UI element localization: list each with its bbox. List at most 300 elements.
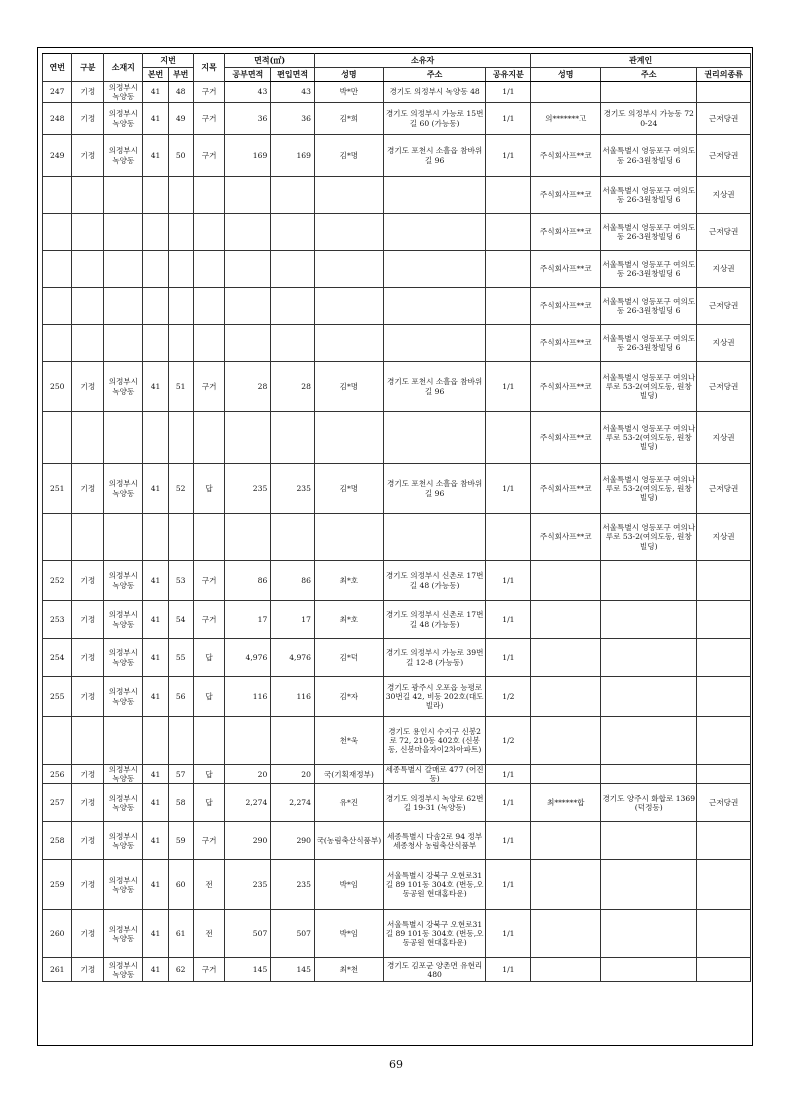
cell-area-incl (271, 325, 315, 362)
cell-no: 260 (43, 910, 72, 958)
cell-owner-name: 박*임 (314, 910, 383, 958)
cell-rel-name (531, 822, 601, 860)
cell-rel-addr: 서울특별시 영등포구 여의도동 26-3원창빌딩 6 (601, 177, 697, 214)
cell-location (104, 325, 143, 362)
cell-type (72, 717, 104, 765)
cell-area-public: 235 (225, 464, 271, 514)
cell-no: 256 (43, 765, 72, 784)
cell-owner-name: 김*명 (314, 464, 383, 514)
header-rel-name: 성명 (531, 68, 601, 82)
cell-rel-right: 근저당권 (697, 784, 751, 822)
cell-category (193, 251, 225, 288)
header-owner: 소유자 (314, 54, 530, 68)
cell-owner-addr: 경기도 의정부시 가능로 39번길 12-8 (가능동) (383, 639, 486, 677)
cell-rel-addr: 서울특별시 영등포구 여의도동 26-3원창빌딩 6 (601, 325, 697, 362)
cell-rel-name: 의*******고 (531, 103, 601, 135)
cell-area-public: 4,976 (225, 639, 271, 677)
cell-owner-addr: 서울특별시 강북구 오현로31길 89 101동 304호 (번동,오동공원 현대홈타운) (383, 860, 486, 910)
cell-rel-name (531, 860, 601, 910)
cell-owner-share (486, 412, 531, 464)
cell-rel-addr: 서울특별시 영등포구 여의도동 26-3원창빌딩 6 (601, 251, 697, 288)
cell-owner-addr (383, 177, 486, 214)
cell-area-incl: 145 (271, 958, 315, 982)
table-row (43, 601, 751, 639)
table-row (43, 288, 751, 325)
cell-no: 248 (43, 103, 72, 135)
cell-location: 의정부시 녹양동 (104, 822, 143, 860)
table-row (43, 717, 751, 765)
cell-owner-addr: 경기도 포천시 소흘읍 참바위길 96 (383, 362, 486, 412)
cell-owner-share: 1/1 (486, 765, 531, 784)
cell-owner-name (314, 412, 383, 464)
cell-lot-sub: 52 (168, 464, 193, 514)
cell-area-incl: 43 (271, 82, 315, 103)
cell-lot-main: 41 (143, 910, 168, 958)
cell-area-incl: 17 (271, 601, 315, 639)
cell-category: 답 (193, 784, 225, 822)
table-row (43, 362, 751, 412)
cell-location: 의정부시 녹양동 (104, 103, 143, 135)
header-rel-addr: 주소 (601, 68, 697, 82)
cell-owner-name: 김*명 (314, 135, 383, 177)
cell-category: 전 (193, 860, 225, 910)
cell-owner-name: 최*호 (314, 561, 383, 601)
cell-no (43, 177, 72, 214)
table-row (43, 412, 751, 464)
header-rel-right: 권리의종류 (697, 68, 751, 82)
cell-owner-name (314, 177, 383, 214)
cell-type: 기정 (72, 765, 104, 784)
cell-lot-main: 41 (143, 135, 168, 177)
cell-area-public (225, 288, 271, 325)
cell-rel-name: 주식회사프**코 (531, 135, 601, 177)
cell-lot-sub: 55 (168, 639, 193, 677)
table-row (43, 784, 751, 822)
cell-owner-share: 1/2 (486, 717, 531, 765)
cell-owner-addr (383, 412, 486, 464)
cell-area-incl (271, 717, 315, 765)
cell-rel-addr (601, 860, 697, 910)
cell-rel-addr: 서울특별시 영등포구 여의나루로 53-2(여의도동, 원창빌딩) (601, 514, 697, 561)
cell-owner-name (314, 288, 383, 325)
cell-type: 기정 (72, 601, 104, 639)
cell-rel-addr: 서울특별시 영등포구 여의도동 26-3원창빌딩 6 (601, 288, 697, 325)
cell-rel-right (697, 822, 751, 860)
cell-lot-sub: 51 (168, 362, 193, 412)
cell-lot-sub: 48 (168, 82, 193, 103)
cell-type: 기정 (72, 135, 104, 177)
table-row (43, 677, 751, 717)
cell-area-incl (271, 288, 315, 325)
cell-type: 기정 (72, 784, 104, 822)
cell-owner-addr: 세종특별시 다솜2로 94 정부세종청사 농림축산식품부 (383, 822, 486, 860)
cell-area-public: 145 (225, 958, 271, 982)
cell-no: 253 (43, 601, 72, 639)
cell-rel-name (531, 717, 601, 765)
cell-owner-share: 1/1 (486, 910, 531, 958)
cell-owner-share: 1/1 (486, 561, 531, 601)
cell-area-public (225, 325, 271, 362)
cell-area-public (225, 251, 271, 288)
cell-lot-main: 41 (143, 784, 168, 822)
cell-lot-sub (168, 251, 193, 288)
cell-rel-right (697, 910, 751, 958)
cell-owner-share: 1/1 (486, 601, 531, 639)
cell-no (43, 288, 72, 325)
cell-rel-right: 근저당권 (697, 103, 751, 135)
table-row (43, 910, 751, 958)
cell-type: 기정 (72, 910, 104, 958)
cell-owner-name: 김*명 (314, 362, 383, 412)
cell-category (193, 288, 225, 325)
cell-no: 254 (43, 639, 72, 677)
cell-rel-name (531, 958, 601, 982)
cell-rel-right: 지상권 (697, 514, 751, 561)
cell-area-public (225, 717, 271, 765)
cell-area-public: 235 (225, 860, 271, 910)
cell-type: 기정 (72, 958, 104, 982)
cell-area-incl: 290 (271, 822, 315, 860)
cell-area-public: 86 (225, 561, 271, 601)
cell-category (193, 514, 225, 561)
cell-owner-addr: 세종특별시 갈매로 477 (어진동) (383, 765, 486, 784)
cell-owner-addr (383, 251, 486, 288)
table-row (43, 464, 751, 514)
cell-lot-main (143, 214, 168, 251)
cell-location: 의정부시 녹양동 (104, 601, 143, 639)
cell-owner-addr: 경기도 의정부시 신촌로 17번길 48 (가능동) (383, 601, 486, 639)
cell-owner-share: 1/1 (486, 822, 531, 860)
cell-category: 구거 (193, 561, 225, 601)
cell-rel-addr: 서울특별시 영등포구 여의나루로 53-2(여의도동, 원창빌딩) (601, 362, 697, 412)
cell-type (72, 177, 104, 214)
cell-owner-name (314, 514, 383, 561)
cell-owner-share (486, 177, 531, 214)
cell-rel-name (531, 82, 601, 103)
cell-lot-sub: 60 (168, 860, 193, 910)
cell-owner-share (486, 514, 531, 561)
cell-category: 구거 (193, 82, 225, 103)
cell-no: 250 (43, 362, 72, 412)
cell-type: 기정 (72, 822, 104, 860)
cell-owner-name (314, 251, 383, 288)
cell-owner-share (486, 325, 531, 362)
cell-rel-right: 지상권 (697, 251, 751, 288)
cell-owner-addr: 서울특별시 강북구 오현로31길 89 101동 304호 (번동,오동공원 현대홈타운) (383, 910, 486, 958)
cell-owner-name: 국(기획재정부) (314, 765, 383, 784)
cell-owner-name: 박*임 (314, 860, 383, 910)
cell-rel-name (531, 601, 601, 639)
cell-lot-sub: 54 (168, 601, 193, 639)
cell-no (43, 214, 72, 251)
table-row (43, 214, 751, 251)
cell-category: 구거 (193, 601, 225, 639)
header-related: 관계인 (531, 54, 751, 68)
header-owner-name: 성명 (314, 68, 383, 82)
cell-rel-addr (601, 601, 697, 639)
cell-no (43, 514, 72, 561)
cell-area-incl: 86 (271, 561, 315, 601)
cell-rel-addr (601, 561, 697, 601)
cell-lot-main: 41 (143, 362, 168, 412)
cell-lot-sub: 50 (168, 135, 193, 177)
cell-rel-right (697, 717, 751, 765)
cell-lot-sub (168, 412, 193, 464)
page-number: 69 (389, 1058, 403, 1071)
cell-location: 의정부시 녹양동 (104, 362, 143, 412)
cell-type: 기정 (72, 103, 104, 135)
cell-rel-name (531, 639, 601, 677)
cell-no (43, 325, 72, 362)
cell-location: 의정부시 녹양동 (104, 765, 143, 784)
cell-category: 구거 (193, 822, 225, 860)
cell-location (104, 214, 143, 251)
cell-owner-name: 김*자 (314, 677, 383, 717)
cell-owner-share (486, 251, 531, 288)
header-area: 면적(㎡) (225, 54, 315, 68)
cell-owner-addr: 경기도 포천시 소흘읍 참바위길 96 (383, 135, 486, 177)
cell-area-public: 36 (225, 103, 271, 135)
cell-area-incl: 20 (271, 765, 315, 784)
cell-owner-name: 박*만 (314, 82, 383, 103)
table-row (43, 561, 751, 601)
cell-owner-addr: 경기도 광주시 오포읍 능평로30번길 42, 비동 202호(대도빌라) (383, 677, 486, 717)
cell-lot-sub: 56 (168, 677, 193, 717)
cell-type: 기정 (72, 561, 104, 601)
cell-category (193, 717, 225, 765)
cell-location (104, 412, 143, 464)
cell-rel-right (697, 677, 751, 717)
cell-owner-name (314, 214, 383, 251)
cell-area-public: 2,274 (225, 784, 271, 822)
cell-area-public: 507 (225, 910, 271, 958)
cell-category: 구거 (193, 103, 225, 135)
cell-type: 기정 (72, 639, 104, 677)
cell-rel-name: 주식회사프**코 (531, 514, 601, 561)
cell-lot-main: 41 (143, 103, 168, 135)
cell-no (43, 251, 72, 288)
cell-type: 기정 (72, 362, 104, 412)
cell-area-public: 17 (225, 601, 271, 639)
cell-type (72, 412, 104, 464)
table-row (43, 82, 751, 103)
cell-rel-addr: 경기도 의정부시 가능동 720-24 (601, 103, 697, 135)
cell-owner-addr: 경기도 의정부시 녹양로 62번길 19-31 (녹양동) (383, 784, 486, 822)
cell-rel-addr: 서울특별시 영등포구 여의도동 26-3원창빌딩 6 (601, 214, 697, 251)
cell-owner-name: 최*천 (314, 958, 383, 982)
cell-location: 의정부시 녹양동 (104, 82, 143, 103)
cell-type (72, 251, 104, 288)
cell-area-incl (271, 412, 315, 464)
cell-lot-sub: 57 (168, 765, 193, 784)
cell-rel-name: 주식회사프**코 (531, 464, 601, 514)
table-row (43, 325, 751, 362)
cell-no: 252 (43, 561, 72, 601)
cell-lot-main (143, 288, 168, 325)
cell-rel-addr (601, 639, 697, 677)
cell-type (72, 325, 104, 362)
cell-type (72, 288, 104, 325)
cell-category (193, 214, 225, 251)
cell-location: 의정부시 녹양동 (104, 910, 143, 958)
cell-rel-addr (601, 822, 697, 860)
header-category: 지목 (193, 54, 225, 82)
cell-rel-addr: 서울특별시 영등포구 여의도동 26-3원창빌딩 6 (601, 135, 697, 177)
cell-area-incl: 507 (271, 910, 315, 958)
cell-category (193, 412, 225, 464)
table-row (43, 958, 751, 982)
cell-lot-main: 41 (143, 601, 168, 639)
table-row (43, 860, 751, 910)
cell-owner-addr: 경기도 포천시 소흘읍 참바위길 96 (383, 464, 486, 514)
cell-area-public: 28 (225, 362, 271, 412)
cell-owner-addr: 경기도 김포군 양촌면 유현리 480 (383, 958, 486, 982)
cell-rel-right (697, 860, 751, 910)
cell-location: 의정부시 녹양동 (104, 639, 143, 677)
land-register-table (42, 53, 751, 982)
cell-location: 의정부시 녹양동 (104, 561, 143, 601)
cell-area-incl: 36 (271, 103, 315, 135)
cell-lot-sub: 49 (168, 103, 193, 135)
cell-owner-share: 1/1 (486, 103, 531, 135)
cell-rel-name: 최******합 (531, 784, 601, 822)
cell-lot-main: 41 (143, 639, 168, 677)
cell-location (104, 177, 143, 214)
cell-no: 247 (43, 82, 72, 103)
cell-area-incl (271, 251, 315, 288)
cell-rel-addr: 서울특별시 영등포구 여의나루로 53-2(여의도동, 원창빌딩) (601, 464, 697, 514)
cell-location: 의정부시 녹양동 (104, 464, 143, 514)
cell-owner-name: 국(농림축산식품부) (314, 822, 383, 860)
cell-owner-name (314, 325, 383, 362)
cell-no (43, 412, 72, 464)
cell-owner-share (486, 288, 531, 325)
header-area-public: 공부면적 (225, 68, 271, 82)
cell-rel-name: 주식회사프**코 (531, 177, 601, 214)
cell-lot-main: 41 (143, 958, 168, 982)
cell-rel-right (697, 765, 751, 784)
cell-rel-name: 주식회사프**코 (531, 214, 601, 251)
cell-owner-share: 1/2 (486, 677, 531, 717)
cell-rel-addr (601, 765, 697, 784)
cell-no: 251 (43, 464, 72, 514)
cell-category: 답 (193, 677, 225, 717)
cell-type: 기정 (72, 677, 104, 717)
table-row (43, 639, 751, 677)
cell-area-public: 20 (225, 765, 271, 784)
cell-type: 기정 (72, 82, 104, 103)
cell-rel-right: 지상권 (697, 177, 751, 214)
cell-no: 261 (43, 958, 72, 982)
cell-owner-addr (383, 214, 486, 251)
cell-owner-share: 1/1 (486, 639, 531, 677)
header-lot: 지번 (143, 54, 193, 68)
cell-area-incl: 4,976 (271, 639, 315, 677)
cell-lot-main: 41 (143, 822, 168, 860)
cell-rel-addr: 서울특별시 영등포구 여의나루로 53-2(여의도동, 원창빌딩) (601, 412, 697, 464)
cell-lot-main (143, 514, 168, 561)
table-row (43, 822, 751, 860)
cell-category: 전 (193, 910, 225, 958)
cell-owner-addr (383, 325, 486, 362)
cell-lot-sub (168, 214, 193, 251)
header-lot-sub: 부번 (168, 68, 193, 82)
cell-location: 의정부시 녹양동 (104, 958, 143, 982)
cell-area-incl: 116 (271, 677, 315, 717)
cell-lot-sub: 58 (168, 784, 193, 822)
cell-area-incl (271, 514, 315, 561)
cell-category (193, 177, 225, 214)
cell-lot-main (143, 717, 168, 765)
cell-owner-name: 김*덕 (314, 639, 383, 677)
cell-location: 의정부시 녹양동 (104, 677, 143, 717)
cell-lot-main (143, 325, 168, 362)
cell-rel-addr: 경기도 양주시 화합로 1369(덕정동) (601, 784, 697, 822)
cell-rel-name: 주식회사프**코 (531, 412, 601, 464)
cell-rel-addr (601, 958, 697, 982)
cell-type: 기정 (72, 464, 104, 514)
cell-rel-right: 지상권 (697, 412, 751, 464)
table-row (43, 765, 751, 784)
cell-lot-sub: 53 (168, 561, 193, 601)
cell-area-incl: 28 (271, 362, 315, 412)
cell-lot-main: 41 (143, 677, 168, 717)
cell-owner-name: 최*호 (314, 601, 383, 639)
cell-lot-sub (168, 325, 193, 362)
header-no: 연번 (43, 54, 72, 82)
cell-rel-name: 주식회사프**코 (531, 251, 601, 288)
header-area-incl: 편입면적 (271, 68, 315, 82)
cell-owner-share: 1/1 (486, 82, 531, 103)
cell-rel-name: 주식회사프**코 (531, 288, 601, 325)
cell-rel-addr (601, 910, 697, 958)
cell-category: 구거 (193, 958, 225, 982)
cell-lot-sub: 61 (168, 910, 193, 958)
header-location: 소재지 (104, 54, 143, 82)
cell-rel-name (531, 677, 601, 717)
table-body (43, 82, 751, 982)
cell-lot-sub (168, 288, 193, 325)
cell-area-incl: 2,274 (271, 784, 315, 822)
cell-location (104, 251, 143, 288)
cell-location (104, 717, 143, 765)
cell-owner-addr: 경기도 의정부시 녹양동 48 (383, 82, 486, 103)
cell-lot-sub (168, 717, 193, 765)
cell-rel-addr (601, 677, 697, 717)
cell-rel-right: 근저당권 (697, 362, 751, 412)
cell-rel-right (697, 601, 751, 639)
cell-no: 257 (43, 784, 72, 822)
cell-lot-main: 41 (143, 561, 168, 601)
cell-area-incl (271, 214, 315, 251)
cell-owner-share: 1/1 (486, 362, 531, 412)
cell-type: 기정 (72, 860, 104, 910)
cell-area-public: 290 (225, 822, 271, 860)
cell-type (72, 214, 104, 251)
cell-location: 의정부시 녹양동 (104, 860, 143, 910)
cell-no: 255 (43, 677, 72, 717)
cell-rel-addr (601, 717, 697, 765)
cell-category: 답 (193, 464, 225, 514)
cell-rel-right (697, 639, 751, 677)
header-type: 구분 (72, 54, 104, 82)
cell-area-public: 116 (225, 677, 271, 717)
table-row (43, 177, 751, 214)
cell-owner-name: 유*진 (314, 784, 383, 822)
cell-location (104, 514, 143, 561)
cell-area-incl (271, 177, 315, 214)
header-lot-main: 본번 (143, 68, 168, 82)
